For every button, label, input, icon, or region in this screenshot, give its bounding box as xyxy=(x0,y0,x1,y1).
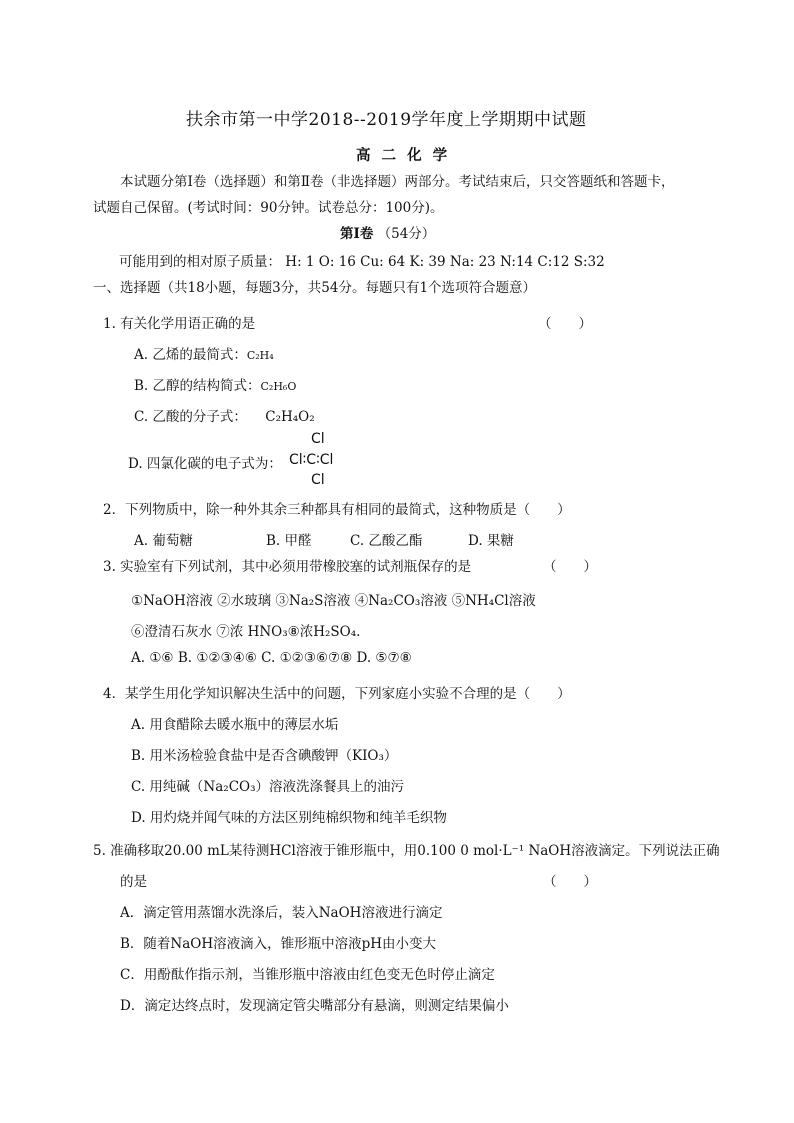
part1-heading-label: 第Ⅰ卷 xyxy=(340,226,374,242)
section-title: 一、选择题（共18小题，每题3分，共54分。每题只有1个选项符合题意） xyxy=(93,280,537,296)
electron-formula-top: Cl xyxy=(311,431,325,447)
question-5-stem: 5. 准确移取20.00 mL某待测HCl溶液于锥形瓶中，用0.100 0 mol·L⁻¹ NaOH溶液滴定。下列说法正确 xyxy=(93,843,720,859)
option-c-text: C. 乙酸的分子式： xyxy=(134,409,247,425)
question-2-option-c: C. 乙酸乙酯 xyxy=(350,533,423,549)
option-b-formula: C₂H₆O xyxy=(260,380,297,393)
option-c-formula: C₂H₄O₂ xyxy=(265,409,315,425)
question-2-option-b: B. 甲醛 xyxy=(266,533,312,549)
question-1-answer-blank: （ ） xyxy=(538,316,592,332)
option-a-text: A. 乙烯的最简式： xyxy=(134,347,247,363)
question-2-option-d: D. 果糖 xyxy=(468,533,514,549)
question-3-stem: 3. 实验室有下列试剂，其中必须用带橡胶塞的试剂瓶保存的是 xyxy=(103,559,472,575)
question-1-option-b xyxy=(134,374,296,394)
exam-title: 扶余市第一中学2018--2019学年度上学期期中试题 xyxy=(186,110,587,130)
question-4-stem: 4．某学生用化学知识解决生活中的问题，下列家庭小实验不合理的是（ ） xyxy=(103,686,571,702)
question-4-option-b: B. 用米汤检验食盐中是否含碘酸钾（KIO₃） xyxy=(131,748,398,764)
question-3-answer-blank: （ ） xyxy=(543,559,597,575)
question-4-option-c: C. 用纯碱（Na₂CO₃）溶液洗涤餐具上的油污 xyxy=(131,779,405,795)
question-5-option-a: A．滴定管用蒸馏水洗涤后，装入NaOH溶液进行滴定 xyxy=(120,905,443,921)
question-5-option-b: B．随着NaOH溶液滴入，锥形瓶中溶液pH由小变大 xyxy=(120,936,437,952)
question-5-option-d: D．滴定达终点时，发现滴定管尖嘴部分有悬滴，则测定结果偏小 xyxy=(120,998,509,1014)
question-4-option-a: A. 用食醋除去暖水瓶中的薄层水垢 xyxy=(131,717,339,733)
part1-heading xyxy=(340,222,435,242)
question-5-answer-blank: （ ） xyxy=(543,874,597,890)
question-5-option-c: C．用酚酞作指示剂，当锥形瓶中溶液由红色变无色时停止滴定 xyxy=(120,967,495,983)
question-4-option-d: D. 用灼烧并闻气味的方法区别纯棉织物和纯羊毛织物 xyxy=(131,810,447,826)
electron-formula-middle: Cl∶C∶Cl xyxy=(289,452,334,468)
question-3-reagents-line-2: ⑥澄清石灰水 ⑦浓 HNO₃⑧浓H₂SO₄. xyxy=(131,624,361,640)
subject-title: 高 二 化 学 xyxy=(356,147,451,164)
intro-line-1: 本试题分第Ⅰ卷（选择题）和第Ⅱ卷（非选择题）两部分。考试结束后，只交答题纸和答题卡， xyxy=(120,174,675,190)
question-1-stem: 1. 有关化学用语正确的是 xyxy=(103,316,256,332)
question-2-option-a: A. 葡萄糖 xyxy=(134,533,193,549)
atomic-masses: 可能用到的相对原子质量： H: 1 O: 16 Cu: 64 K: 39 Na: 23 N:14 C:12 S:32 xyxy=(119,254,605,270)
option-a-formula: C₂H₄ xyxy=(246,349,274,362)
option-b-text: B. 乙醇的结构简式： xyxy=(134,378,261,394)
question-2-stem: 2．下列物质中，除一种外其余三种都具有相同的最简式，这种物质是（ ） xyxy=(103,502,571,518)
question-1-option-a xyxy=(134,343,274,363)
electron-formula-bottom: Cl xyxy=(311,472,325,488)
question-1-option-c xyxy=(134,405,315,425)
question-3-options: A. ①⑥ B. ①②③④⑥ C. ①②③⑥⑦⑧ D. ⑤⑦⑧ xyxy=(131,650,412,666)
question-5-stem-continued: 的是 xyxy=(120,874,147,890)
question-1-option-d: D. 四氯化碳的电子式为： xyxy=(128,456,282,472)
part1-heading-score: （54分） xyxy=(377,226,436,242)
intro-line-2: 试题自己保留。(考试时间：90分钟。试卷总分：100分)。 xyxy=(93,200,444,216)
question-3-reagents-line-1: ①NaOH溶液 ②水玻璃 ③Na₂S溶液 ④Na₂CO₃溶液 ⑤NH₄Cl溶液 xyxy=(131,593,536,609)
